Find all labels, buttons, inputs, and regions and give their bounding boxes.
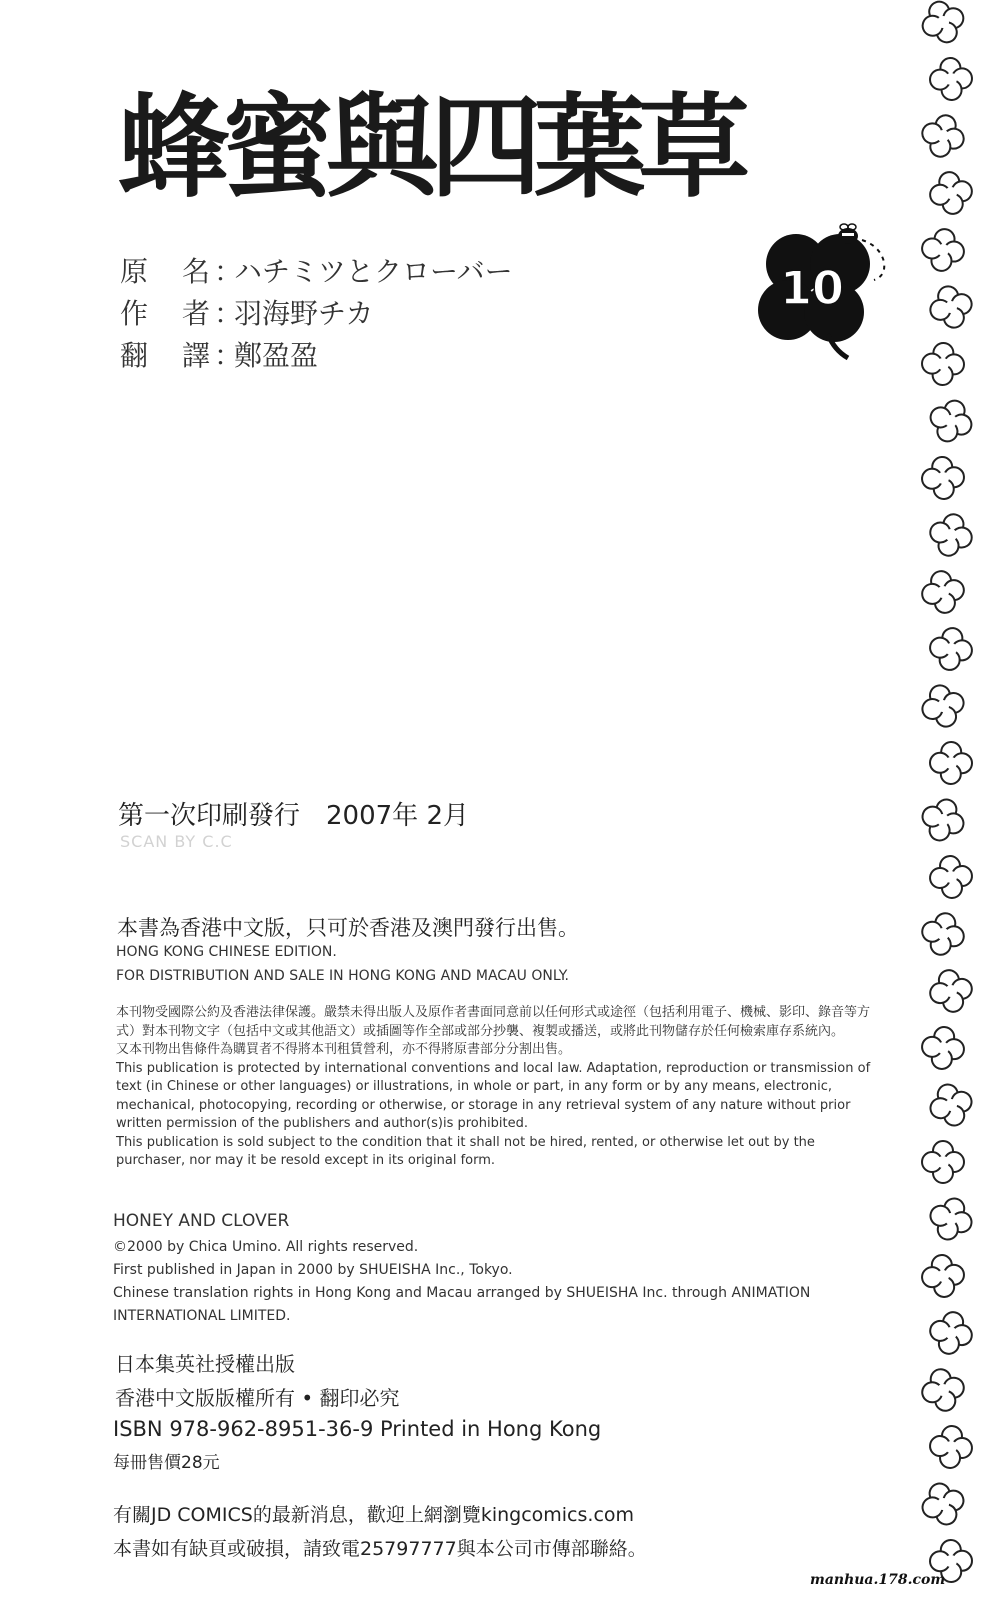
protection-notice-en: This publication is protected by international conventions and local law. Adaptation, reproduction or transmission of text (in Chinese or other languages) or illustrations, in whole or part, in any form or by any means, electronic, mechanical, photocopying, recording or otherwise, or storage in any retrieval system of any nature without prior written permission of the publishers and author(s)is prohibited.: [116, 1060, 871, 1131]
credit-separator: ：: [214, 297, 243, 330]
clover-outline-icon: [919, 226, 966, 273]
sale-condition-en: This publication is sold subject to the condition that it shall not be hired, rented, or otherwise let out by the purchaser, nor may it be resold except in its original form.: [116, 1134, 815, 1168]
clover-outline-icon: [918, 909, 968, 959]
credit-value: 羽海野チカ: [234, 297, 374, 330]
copyright-line: ©2000 by Chica Umino. All rights reserved.: [113, 1239, 419, 1255]
clover-outline-icon: [920, 1253, 966, 1299]
clover-outline-icon: [917, 680, 969, 732]
clover-outline-icon: [924, 394, 977, 447]
credit-label-second: 譯: [182, 339, 211, 372]
credit-original-title: [120, 250, 513, 290]
clover-outline-icon: [928, 854, 974, 900]
clover-outline-icon: [926, 966, 975, 1015]
distribution-notice-en: FOR DISTRIBUTION AND SALE IN HONG KONG AND MACAU ONLY.: [116, 968, 569, 984]
volume-number: 10: [779, 261, 845, 315]
translation-rights-line: Chinese translation rights in Hong Kong and Macau arranged by SHUEISHA Inc. through ANIMATION INTERNATIONAL LIMITED.: [113, 1285, 811, 1324]
first-published-line: First published in Japan in 2000 by SHUEISHA Inc., Tokyo.: [113, 1262, 513, 1278]
clover-outline-icon: [920, 1025, 966, 1071]
clover-outline-icon: [925, 281, 976, 332]
first-print-info: [118, 795, 469, 832]
clover-outline-icon: [928, 626, 975, 673]
credit-translator: [120, 334, 318, 374]
bee-icon: [838, 224, 858, 244]
sale-condition-zh: 又本刊物出售條件為購買者不得將本刊租賃營利，亦不得將原書部分分割出售。: [116, 1042, 572, 1057]
credit-label-first: 原: [120, 255, 149, 288]
clover-outline-icon: [918, 1365, 968, 1415]
credit-label-second: 名: [182, 255, 211, 288]
clover-outline-icon: [925, 1193, 977, 1245]
website-line: 有關JD COMICS的最新消息，歡迎上網瀏覽kingcomics.com: [113, 1504, 635, 1526]
edition-notice-en: HONG KONG CHINESE EDITION.: [116, 944, 337, 960]
credit-author: [120, 292, 373, 332]
contact-line: 本書如有缺頁或破損，請致電25797777與本公司市傳部聯絡。: [113, 1538, 647, 1560]
clover-outline-icon: [922, 1141, 964, 1183]
first-print-label: 第一次印刷發行: [118, 801, 301, 831]
credit-separator: ：: [214, 339, 243, 372]
clover-outline-icon: [917, 1478, 970, 1531]
rights-reserved-line: 香港中文版版權所有 • 翻印必究: [115, 1386, 400, 1410]
clover-outline-icon: [926, 510, 976, 560]
protection-notice-zh: 本刊物受國際公約及香港法律保護。嚴禁未得出版人及原作者書面同意前以任何形式或途徑（包括利用電子、機械、影印、錄音等方式）對本刊物文字（包括中文或其他語文）或插圖等作全部或部分抄襲、複製或播送，或將此刊物儲存於任何檢索庫存系統內。: [116, 1005, 871, 1039]
book-title: 蜂蜜與四葉草: [118, 82, 742, 213]
credit-label-first: 翻: [120, 339, 149, 372]
credit-value: 鄭盈盈: [234, 339, 319, 372]
volume-clover-badge: [748, 222, 908, 372]
clover-outline-icon: [926, 1308, 975, 1357]
credit-label-first: 作: [120, 297, 149, 330]
price-line: 每冊售價28元: [113, 1453, 220, 1473]
clover-outline-icon: [929, 57, 973, 101]
credit-value: ハチミツとクローバー: [234, 255, 513, 288]
isbn-line: ISBN 978-962-8951-36-9 Printed in Hong Kong: [113, 1417, 602, 1441]
clover-outline-icon: [917, 794, 970, 847]
legal-notice: [116, 1004, 886, 1171]
scan-credit: SCAN BY C.C: [120, 832, 233, 851]
clover-border: [905, 0, 1005, 1600]
clover-outline-icon: [930, 742, 973, 785]
first-print-date: 2007年 2月: [326, 801, 469, 831]
credit-label-second: 者: [182, 297, 211, 330]
clover-outline-icon: [928, 1424, 974, 1470]
authorization-line: 日本集英社授權出版: [115, 1352, 295, 1376]
clover-outline-icon: [921, 456, 966, 501]
credit-separator: ：: [214, 255, 243, 288]
original-title-en: HONEY AND CLOVER: [113, 1211, 290, 1231]
clover-outline-icon: [919, 568, 968, 617]
clover-outline-icon: [916, 0, 970, 49]
clover-outline-icon: [925, 1079, 977, 1131]
watermark: manhua.178.com: [810, 1572, 946, 1588]
distribution-notice-zh: 本書為香港中文版，只可於香港及澳門發行出售。: [117, 916, 579, 940]
clover-outline-icon: [927, 169, 975, 217]
clover-outline-icon: [921, 342, 964, 385]
copyright-block: [113, 1210, 883, 1328]
clover-outline-icon: [918, 111, 969, 162]
